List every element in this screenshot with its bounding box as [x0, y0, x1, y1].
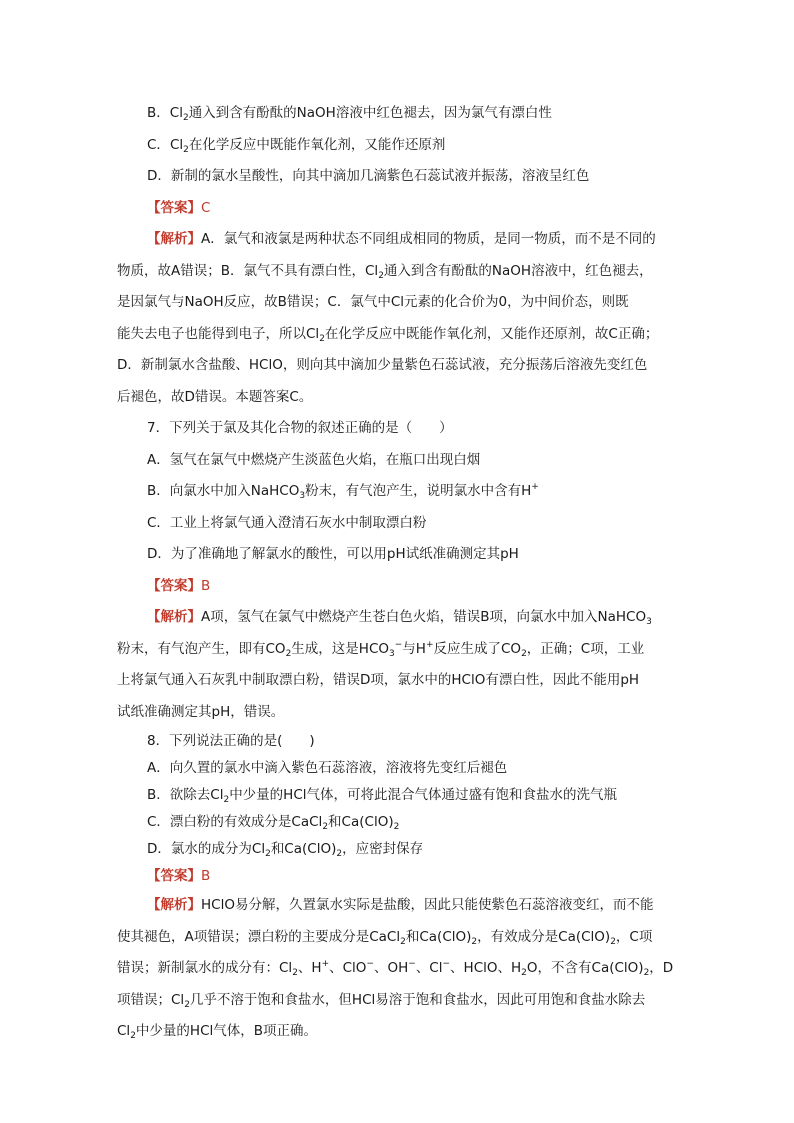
analysis-tag: 【解析】	[147, 897, 201, 913]
q8-option-b: B．欲除去$Cl_2$中少量的HCl气体，可将此混合气体通过盛有饱和食盐水的洗气瓶	[147, 787, 618, 805]
q7-option-b: B．向氯水中加入NaHCO$_3$粉末，有气泡产生，说明氯水中含有H+	[147, 482, 539, 501]
answer-line	[117, 193, 677, 225]
analysis-line: 是因氯气与NaOH反应，故B错误；C．氯气中Cl元素的化合价为0，为中间价态，则既	[117, 294, 629, 310]
q7-analysis-line: 试纸准确测定其pH，错误。	[117, 703, 285, 720]
analysis-line: D．新制氯水含盐酸、HClO，则向其中滴加少量紫色石蕊试液，充分振荡后溶液先变红色	[117, 357, 648, 373]
q8-analysis-line: 错误；新制氯水的成分有：$Cl_2$、H+、ClO−、OH−、Cl−、HClO、$H_2O$，不含有$Ca(ClO)_2$，D	[117, 959, 674, 978]
analysis-tag: 【解析】	[147, 609, 201, 625]
question-8-stem: 8．下列说法正确的是( )	[147, 733, 315, 749]
analysis-line: 【解析】A．氯气和液氯是两种状态不同组成相同的物质，是同一物质，而不是不同的	[147, 231, 656, 247]
q7-option-c: C．工业上将氯气通入澄清石灰水中制取漂白粉	[147, 514, 427, 531]
answer-tag: 【答案】	[147, 577, 201, 594]
analysis-tag: 【解析】	[147, 231, 201, 247]
answer-value: C	[201, 199, 211, 216]
q7-answer-line	[117, 571, 677, 603]
q8-option-a: A．向久置的氯水中滴入紫色石蕊溶液，溶液将先变红后褪色	[147, 760, 508, 776]
answer-tag: 【答案】	[147, 868, 201, 884]
question-7-stem: 7．下列关于氯及其化合物的叙述正确的是（ ）	[147, 420, 453, 436]
q8-answer-line	[117, 863, 677, 890]
answer-tag: 【答案】	[147, 199, 201, 216]
q8-option-c: C．漂白粉的有效成分是CaCl$_2$和$Ca(ClO)_2$	[147, 814, 400, 832]
q7-analysis-line: 【解析】A项，氢气在氯气中燃烧产生苍白色火焰，错误B项，向氯水中加入NaHCO$_3$	[147, 609, 652, 627]
content-area	[117, 98, 677, 1048]
q7-analysis-line: 上将氯气通入石灰乳中制取漂白粉，错误D项，氯水中的HClO有漂白性，因此不能用pH	[117, 672, 640, 688]
option-c: C．$Cl_2$在化学反应中既能作氧化剂，又能作还原剂	[147, 136, 446, 155]
answer-value: B	[201, 577, 211, 594]
answer-value: B	[201, 868, 211, 884]
q8-analysis-line: $Cl_2$中少量的HCl气体，B项正确。	[117, 1023, 318, 1041]
q8-analysis-line: 项错误；$Cl_2$几乎不溶于饱和食盐水，但HCl易溶于饱和食盐水，因此可用饱和食盐水除去	[117, 991, 646, 1010]
q8-option-d: D．氯水的成分为$Cl_2$和$Ca(ClO)_2$，应密封保存	[147, 841, 424, 859]
q7-option-d: D．为了准确地了解氯水的酸性，可以用pH试纸准确测定其pH	[147, 546, 519, 562]
analysis-line: 后褪色，故D错误。本题答案C。	[117, 388, 313, 405]
analysis-line: 物质，故A错误；B．氯气不具有漂白性，$Cl_2$通入到含有酚酞的NaOH溶液中，红色褪去，	[117, 262, 653, 281]
analysis-line: 能失去电子也能得到电子，所以$Cl_2$在化学反应中既能作氧化剂，又能作还原剂，故C正确；	[117, 325, 659, 344]
q7-option-a: A．氢气在氯气中燃烧产生淡蓝色火焰，在瓶口出现白烟	[147, 451, 481, 468]
option-d: D．新制的氯水呈酸性，向其中滴加几滴紫色石蕊试液并振荡，溶液呈红色	[147, 168, 590, 184]
option-b: B．$Cl_2$通入到含有酚酞的NaOH溶液中红色褪去，因为氯气有漂白性	[147, 105, 552, 123]
q8-analysis-line: 使其褪色，A项错误；漂白粉的主要成分是CaCl$_2$和$Ca(ClO)_2$，有效成分是$Ca(ClO)_2$，C项	[117, 928, 653, 947]
q7-analysis-line: 粉末，有气泡产生，即有$CO_2$生成，这是$HCO_3^-$与H+反应生成了$CO_2$，正确；C项，工业	[117, 639, 645, 659]
q8-analysis-line: 【解析】HClO易分解，久置氯水实际是盐酸，因此只能使紫色石蕊溶液变红，而不能	[147, 897, 654, 913]
